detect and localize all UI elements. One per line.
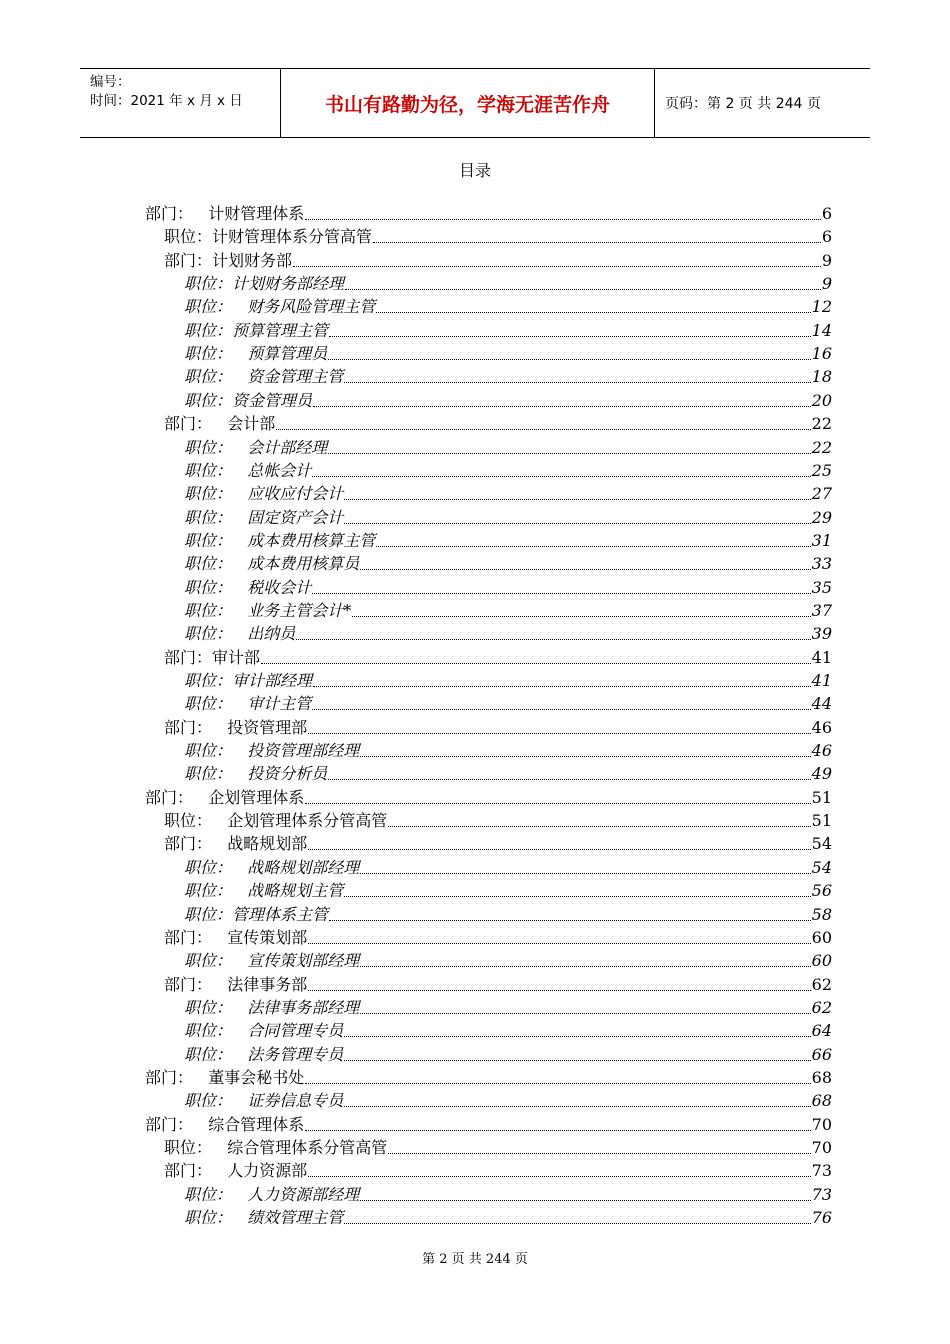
toc-dot-leader: [312, 476, 810, 477]
toc-dot-leader: [360, 966, 810, 967]
toc-entry[interactable]: [184, 576, 832, 598]
toc-dot-leader: [328, 779, 810, 780]
toc-entry-page: 22: [811, 437, 832, 457]
toc-entry[interactable]: [184, 272, 832, 294]
toc-entry[interactable]: [145, 1066, 832, 1088]
toc-entry[interactable]: [184, 903, 832, 925]
toc-entry-page: 68: [811, 1067, 832, 1087]
toc-entry-title: 职位：计划财务部经理: [184, 274, 345, 294]
toc-entry-title: 职位： 法律事务部经理: [184, 997, 360, 1017]
toc-entry-title: 职位：管理体系主管: [184, 904, 329, 924]
toc-dot-leader: [388, 826, 810, 827]
toc-entry-page: 6: [821, 204, 832, 223]
toc-entry[interactable]: [164, 412, 832, 434]
toc-entry-page: 35: [811, 577, 832, 597]
toc-entry-page: 14: [811, 320, 832, 340]
toc-entry[interactable]: [184, 1043, 832, 1065]
toc-dot-leader: [312, 593, 810, 594]
toc-entry[interactable]: [184, 762, 832, 784]
toc-entry-page: 29: [811, 507, 832, 527]
toc-dot-leader: [305, 803, 810, 804]
toc-entry[interactable]: [145, 202, 832, 224]
toc-dot-leader: [305, 1130, 810, 1131]
toc-entry-page: 51: [811, 811, 832, 831]
toc-entry[interactable]: [184, 1089, 832, 1111]
toc-dot-leader: [376, 546, 810, 547]
toc-dot-leader: [345, 289, 821, 290]
toc-entry-title: 部门： 战略规划部: [164, 834, 308, 854]
toc-entry[interactable]: [164, 973, 832, 995]
toc-entry-page: 58: [811, 904, 832, 924]
toc-dot-leader: [360, 756, 810, 757]
toc-entry-title: 职位： 合同管理专员: [184, 1021, 344, 1041]
toc-entry[interactable]: [184, 552, 832, 574]
toc-entry[interactable]: [164, 646, 832, 668]
toc-entry[interactable]: [184, 1206, 832, 1228]
toc-entry-title: 部门：审计部: [164, 647, 261, 667]
toc-entry-title: 职位： 出纳员: [184, 624, 296, 644]
toc-dot-leader: [352, 616, 810, 617]
toc-dot-leader: [293, 266, 821, 267]
toc-dot-leader: [261, 663, 811, 664]
toc-entry-page: 9: [821, 274, 832, 294]
toc-dot-leader: [344, 1106, 810, 1107]
toc-dot-leader: [376, 312, 810, 313]
toc-entry-page: 73: [811, 1184, 832, 1204]
toc-entry-page: 62: [811, 974, 832, 994]
header-motto: 书山有路勤为径，学海无涯苦作舟: [281, 69, 655, 137]
toc-entry-page: 70: [811, 1114, 832, 1134]
toc-dot-leader: [344, 896, 810, 897]
toc-entry-page: 9: [821, 250, 832, 270]
toc-dot-leader: [329, 336, 811, 337]
toc-entry-page: 16: [811, 344, 832, 364]
toc-entry[interactable]: [184, 482, 832, 504]
toc-entry-title: 部门： 会计部: [164, 414, 276, 434]
toc-entry[interactable]: [184, 506, 832, 528]
toc-entry[interactable]: [164, 1159, 832, 1181]
toc-entry-title: 职位：计财管理体系分管高管: [164, 227, 373, 247]
toc-entry[interactable]: [184, 692, 832, 714]
toc-dot-leader: [308, 1176, 810, 1177]
toc-entry-page: 66: [811, 1044, 832, 1064]
toc-entry[interactable]: [164, 1136, 832, 1158]
toc-entry-page: 76: [811, 1208, 832, 1228]
toc-entry-page: 41: [811, 671, 832, 690]
toc-entry[interactable]: [184, 389, 832, 411]
header-meta: [80, 69, 281, 137]
toc-entry[interactable]: [164, 832, 832, 854]
toc-entry-title: 职位： 战略规划部经理: [184, 857, 360, 877]
page-header: [80, 68, 870, 138]
toc-entry-title: 职位：预算管理主管: [184, 320, 329, 340]
toc-entry-page: 25: [811, 460, 832, 480]
toc-entry-page: 64: [811, 1021, 832, 1041]
toc-entry-page: 68: [811, 1091, 832, 1111]
document-date: 时间：2021 年 x 月 x 日: [90, 93, 243, 109]
toc-entry-title: 职位：审计部经理: [184, 671, 313, 690]
toc-dot-leader: [344, 1036, 810, 1037]
toc-entry[interactable]: [184, 295, 832, 317]
toc-entry-title: 职位： 资金管理主管: [184, 367, 344, 387]
toc-entry-title: 职位：资金管理员: [184, 390, 313, 410]
toc-dot-leader: [308, 733, 810, 734]
toc-dot-leader: [308, 990, 810, 991]
toc-entry[interactable]: [184, 1019, 832, 1041]
toc-entry-title: 部门： 综合管理体系: [145, 1114, 305, 1134]
header-page-info: 页码：第 2 页 共 244 页: [665, 96, 821, 112]
toc-dot-leader: [328, 359, 810, 360]
toc-dot-leader: [388, 1153, 810, 1154]
toc-dot-leader: [296, 639, 810, 640]
toc-entry-title: 职位： 人力资源部经理: [184, 1184, 360, 1204]
toc-entry-page: 60: [811, 951, 832, 971]
toc-entry-page: 18: [811, 367, 832, 387]
toc-entry[interactable]: [184, 996, 832, 1018]
toc-dot-leader: [344, 523, 810, 524]
toc-entry[interactable]: [184, 949, 832, 971]
toc-entry-title: 职位： 应收应付会计: [184, 484, 344, 504]
toc-entry-title: 职位： 审计主管: [184, 694, 312, 714]
toc-entry[interactable]: [184, 622, 832, 644]
toc-entry-title: 部门： 投资管理部: [164, 717, 308, 737]
toc-entry-title: 职位： 总帐会计: [184, 460, 312, 480]
toc-entry-page: 27: [811, 484, 832, 504]
toc-dot-leader: [344, 382, 810, 383]
toc-entry-title: 职位： 投资分析员: [184, 764, 328, 784]
toc-entry-page: 41: [811, 647, 832, 667]
toc-dot-leader: [360, 569, 810, 570]
toc-dot-leader: [344, 499, 810, 500]
toc-title: 目录: [458, 161, 491, 180]
toc-entry-page: 54: [811, 857, 832, 877]
toc-dot-leader: [312, 709, 810, 710]
toc-entry-page: 46: [811, 717, 832, 737]
toc-entry-page: 31: [811, 530, 832, 550]
toc-entry-page: 54: [811, 834, 832, 854]
toc-entry[interactable]: [184, 856, 832, 878]
toc-entry[interactable]: [184, 365, 832, 387]
toc-entry-title: 职位： 税收会计: [184, 577, 312, 597]
toc-entry-page: 49: [811, 764, 832, 784]
toc-entry[interactable]: [145, 1113, 832, 1135]
toc-dot-leader: [308, 943, 810, 944]
toc-entry-title: 部门： 宣传策划部: [164, 927, 308, 947]
toc-entry-title: 职位： 宣传策划部经理: [184, 951, 360, 971]
toc-entry-title: 职位： 会计部经理: [184, 437, 328, 457]
toc-entry[interactable]: [184, 459, 832, 481]
toc-entry[interactable]: [164, 249, 832, 271]
toc-entry[interactable]: [184, 529, 832, 551]
toc-entry-title: 职位： 财务风险管理主管: [184, 297, 376, 317]
toc-entry-title: 职位： 企划管理体系分管高管: [164, 811, 388, 831]
toc-entry-page: 22: [811, 414, 832, 434]
toc-entry-title: 职位： 战略规划主管: [184, 881, 344, 901]
toc-entry-page: 33: [811, 554, 832, 574]
toc-entry-title: 职位： 预算管理员: [184, 344, 328, 364]
toc-entry-page: 37: [811, 600, 832, 620]
toc-entry-title: 部门：计划财务部: [164, 250, 293, 270]
toc-entry-page: 70: [811, 1138, 832, 1157]
toc-dot-leader: [360, 1013, 810, 1014]
toc-entry-title: 职位： 成本费用核算员: [184, 554, 360, 574]
toc-dot-leader: [313, 406, 811, 407]
toc-dot-leader: [344, 1223, 810, 1224]
toc-entry[interactable]: [184, 669, 832, 691]
toc-entry[interactable]: [164, 716, 832, 738]
toc-entry-title: 职位： 固定资产会计: [184, 507, 344, 527]
toc-entry-title: 职位： 绩效管理主管: [184, 1208, 344, 1228]
toc-entry-title: 部门： 计财管理体系: [145, 204, 305, 223]
toc-entry-page: 46: [811, 741, 832, 761]
toc-entry-page: 20: [811, 390, 832, 410]
toc-entry-page: 39: [811, 624, 832, 644]
toc-entry[interactable]: [184, 342, 832, 364]
toc-dot-leader: [344, 1060, 810, 1061]
toc-entry[interactable]: [164, 225, 832, 247]
toc-entry[interactable]: [184, 879, 832, 901]
toc-entry[interactable]: [164, 926, 832, 948]
toc-entry-title: 部门： 法律事务部: [164, 974, 308, 994]
toc-entry-page: 62: [811, 997, 832, 1017]
toc-dot-leader: [308, 849, 810, 850]
toc-entry-page: 44: [811, 694, 832, 714]
toc-dot-leader: [360, 873, 810, 874]
toc-entry[interactable]: [145, 786, 832, 808]
toc-entry-title: 职位： 证券信息专员: [184, 1091, 344, 1111]
toc-dot-leader: [313, 686, 811, 687]
toc-entry-title: 职位： 综合管理体系分管高管: [164, 1138, 388, 1157]
toc-entry-title: 职位： 投资管理部经理: [184, 741, 360, 761]
toc-dot-leader: [373, 242, 821, 243]
toc-entry-page: 6: [821, 227, 832, 247]
toc-entry[interactable]: [184, 739, 832, 761]
toc-entry-title: 部门： 人力资源部: [164, 1161, 308, 1181]
toc-entry-title: 职位： 成本费用核算主管: [184, 530, 376, 550]
toc-entry[interactable]: [184, 599, 832, 621]
toc-entry-title: 部门： 董事会秘书处: [145, 1067, 305, 1087]
toc-entry[interactable]: [164, 809, 832, 831]
toc-entry-page: 60: [811, 927, 832, 947]
toc-entry[interactable]: [184, 1183, 832, 1205]
toc-dot-leader: [360, 1200, 810, 1201]
toc-entry-page: 56: [811, 881, 832, 901]
page-footer: 第 2 页 共 244 页: [422, 1252, 528, 1267]
toc-entry-title: 职位： 法务管理专员: [184, 1044, 344, 1064]
toc-dot-leader: [329, 920, 811, 921]
toc-entry-title: 部门： 企划管理体系: [145, 787, 305, 807]
toc-entry[interactable]: [184, 319, 832, 341]
document-number-label: 编号：: [90, 74, 131, 90]
toc-dot-leader: [305, 1083, 810, 1084]
toc-entry-page: 51: [811, 787, 832, 807]
toc-entry-page: 73: [811, 1161, 832, 1181]
toc-entry-title: 职位： 业务主管会计*: [184, 600, 352, 620]
toc-dot-leader: [276, 429, 810, 430]
toc-dot-leader: [305, 219, 821, 220]
toc-dot-leader: [328, 453, 810, 454]
toc-entry-page: 12: [811, 297, 832, 317]
toc-entry[interactable]: [184, 436, 832, 458]
